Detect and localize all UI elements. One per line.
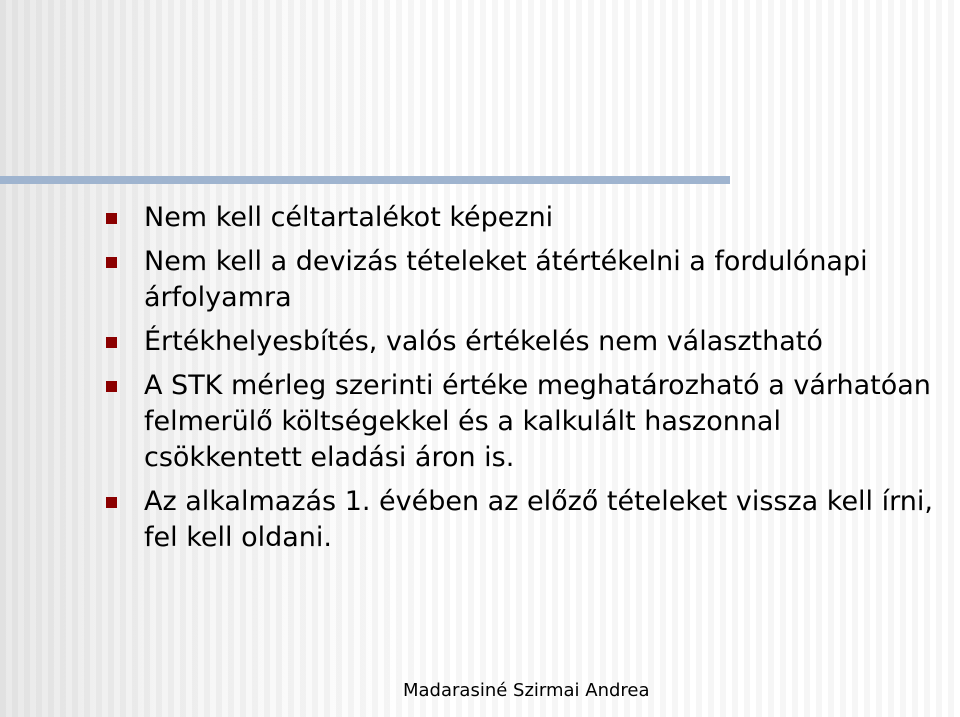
bullet-text: Az alkalmazás 1. évében az előző tételeket vissza kell írni, fel kell oldani. — [144, 486, 933, 553]
bullet-text: A STK mérleg szerinti értéke meghatározható a várhatóan felmerülő költségekkel és a kalkulált haszonnal csökkentett eladási áron is. — [144, 370, 931, 473]
square-bullet-icon — [106, 497, 117, 508]
footer-author: Madarasiné Szirmai Andrea — [403, 680, 650, 701]
bullet-item-1 — [104, 200, 944, 236]
bullet-item-5 — [104, 484, 944, 556]
bullet-text: Nem kell a devizás tételeket átértékelni a fordulónapi árfolyamra — [144, 246, 868, 313]
square-bullet-icon — [106, 381, 117, 392]
bullet-item-4 — [104, 368, 944, 476]
bullet-text: Nem kell céltartalékot képezni — [144, 202, 554, 233]
slide-content — [104, 200, 944, 564]
bullet-list — [104, 200, 944, 556]
square-bullet-icon — [106, 257, 117, 268]
bullet-item-3 — [104, 324, 944, 360]
square-bullet-icon — [106, 213, 117, 224]
bullet-text: Értékhelyesbítés, valós értékelés nem választható — [144, 326, 823, 357]
title-rule — [0, 176, 730, 184]
square-bullet-icon — [106, 337, 117, 348]
bullet-item-2 — [104, 244, 944, 316]
